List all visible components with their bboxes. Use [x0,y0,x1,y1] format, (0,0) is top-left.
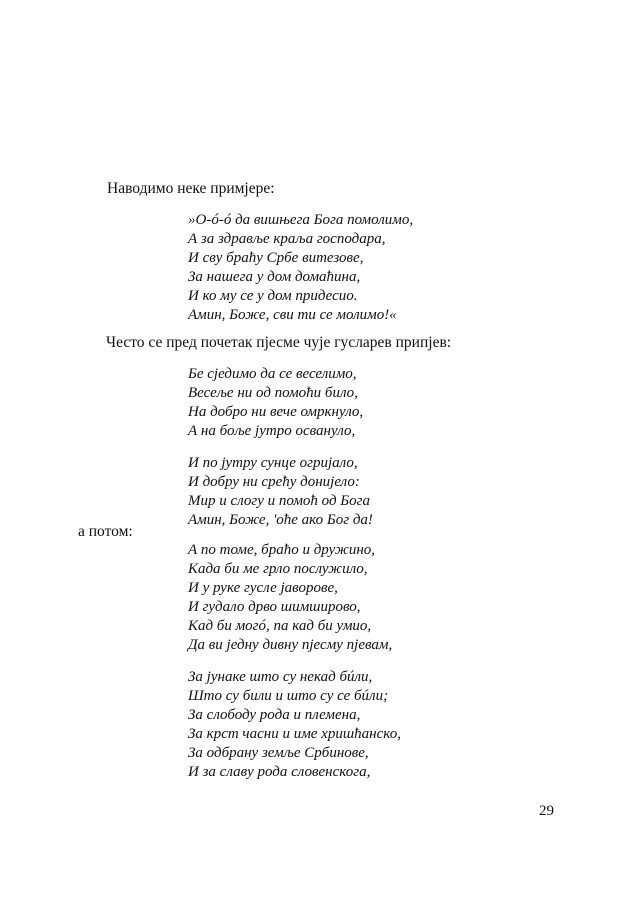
verse-line: И у руке гусле јаворове, [188,580,338,596]
verse-line: Кад би могó, па кад би умио, [188,618,372,634]
verse-line: За јунаке што су некад бúли, [188,669,373,685]
verse-line: И за славу рода словенскога, [188,764,371,780]
verse-line: И добру ни срећу донијело: [188,474,360,490]
intro-line: Често се пред почетак пјесме чује гусларев припјев: [106,334,452,351]
page-number: 29 [539,803,554,819]
verse-line: Што су били и што су се бúли; [188,688,389,704]
verse-line: Када би ме грло послужило, [188,561,368,577]
intro-line: Наводимо неке примјере: [107,180,275,197]
verse-line: Амин, Боже, 'оће ако Бог да! [188,512,373,528]
verse-line: За слободу рода и племена, [188,707,361,723]
verse-line: Амин, Боже, сви ти се молимо!« [188,307,397,323]
verse-line: И гудало дрво шимширово, [188,599,361,615]
verse-line: За одбрану земље Србинове, [188,745,369,761]
verse-line: На добро ни вече омркнуло, [188,404,364,420]
intro-line: а потом: [78,523,133,540]
verse-line: Бе сједимо да се веселимо, [188,366,357,382]
verse-line: »О-ó-ó да вишњега Бога помолимо, [188,212,414,228]
verse-line: И по јутру сунце огријало, [188,455,358,471]
verse-line: За нашега у дом домаћина, [188,269,361,285]
verse-line: А на боље јутро освануло, [188,423,356,439]
verse-line: А за здравље краља господара, [188,231,386,247]
verse-line: И ко му се у дом придесио. [188,288,358,304]
verse-line: Весеље ни од помоћи било, [188,385,358,401]
verse-line: Мир и слогу и помоћ од Бога [188,493,370,509]
verse-line: Да ви једну дивну пјесму пјевам, [188,637,393,653]
verse-line: За крст часни и име хришћанско, [188,726,401,742]
verse-line: А по томе, браћо и дружино, [188,542,376,558]
verse-line: И сву браћу Србе витезове, [188,250,364,266]
